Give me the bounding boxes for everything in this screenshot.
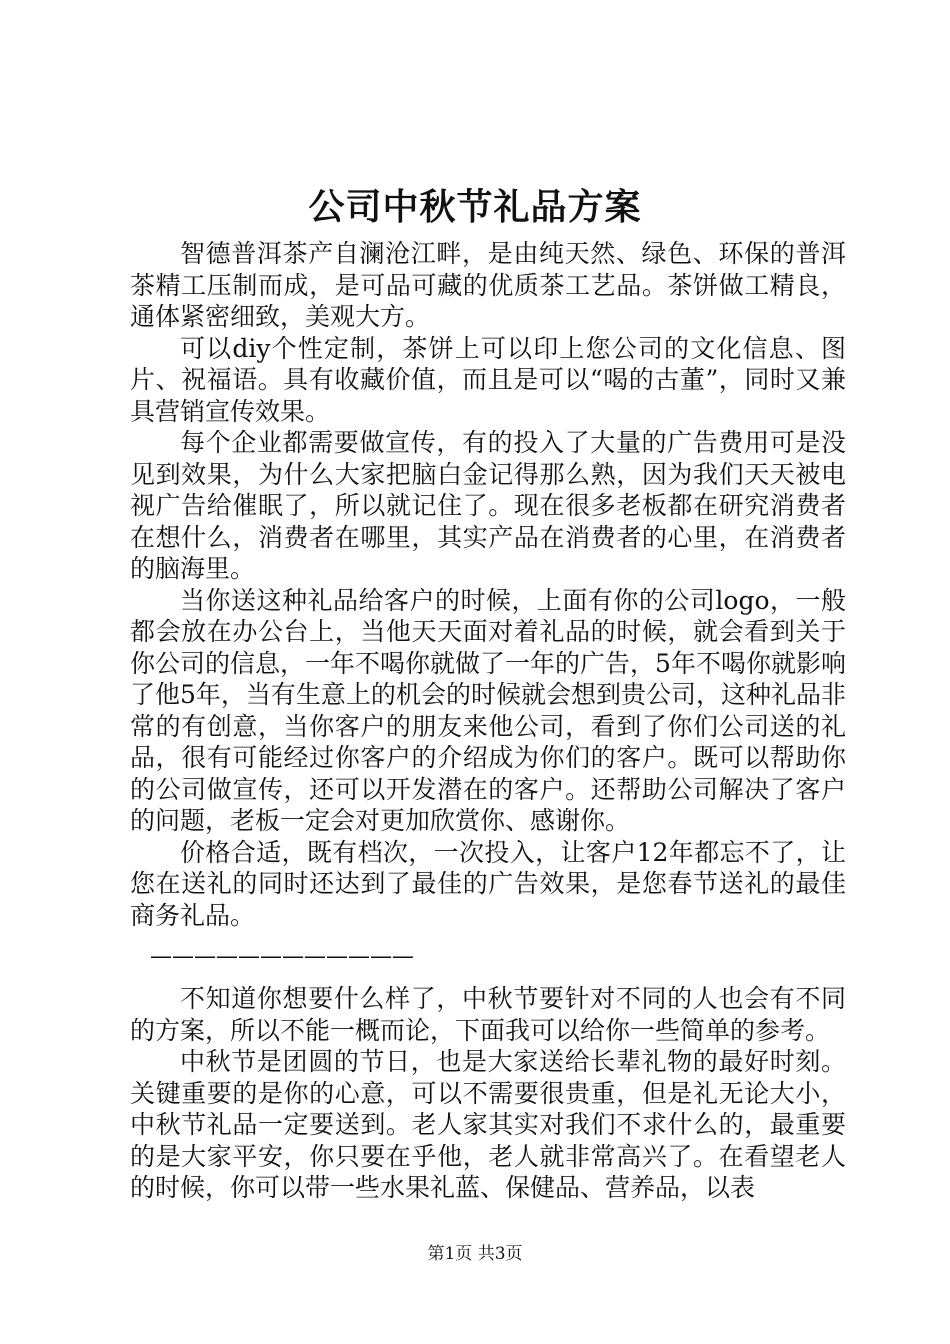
document-body	[130, 238, 846, 1204]
page-footer: 第1页 共3页	[427, 1244, 523, 1264]
document-title: 公司中秋节礼品方案	[308, 187, 642, 228]
paragraph: 可以diy个性定制，茶饼上可以印上您公司的文化信息、图片、祝福语。具有收藏价值，而且是可以“喝的古董”，同时又兼具营销宣传效果。	[130, 333, 846, 426]
section-separator: ————————————	[150, 944, 414, 969]
paragraph: 价格合适，既有档次，一次投入，让客户12年都忘不了，让您在送礼的同时还达到了最佳的广告效果，是您春节送礼的最佳商务礼品。	[130, 837, 846, 930]
paragraph: 当你送这种礼品给客户的时候，上面有你的公司logo，一般都会放在办公台上，当他天天面对着礼品的时候，就会看到关于你公司的信息，一年不喝你就做了一年的广告，5年不喝你就影响了他5年，当有生意上的机会的时候就会想到贵公司，这种礼品非常的有创意，当你客户的朋友来他公司，看到了你们公司送的礼品，很有可能经过你客户的介绍成为你们的客户。既可以帮助你的公司做宣传，还可以开发潜在的客户。还帮助公司解决了客户的问题，老板一定会对更加欣赏你、感谢你。	[130, 585, 846, 835]
paragraph: 中秋节是团圆的节日，也是大家送给长辈礼物的最好时刻。关键重要的是你的心意，可以不需要很贵重，但是礼无论大小，中秋节礼品一定要送到。老人家其实对我们不求什么的，最重要的是大家平安，你只要在乎他，老人就非常高兴了。在看望老人的时候，你可以带一些水果礼蓝、保健品、营养品，以表	[130, 1047, 846, 1202]
paragraph: 每个企业都需要做宣传，有的投入了大量的广告费用可是没见到效果，为什么大家把脑白金记得那么熟，因为我们天天被电视广告给催眠了，所以就记住了。现在很多老板都在研究消费者在想什么，消费者在哪里，其实产品在消费者的心里，在消费者的脑海里。	[130, 428, 846, 583]
paragraph: 智德普洱茶产自澜沧江畔，是由纯天然、绿色、环保的普洱茶精工压制而成，是可品可藏的优质茶工艺品。茶饼做工精良，通体紧密细致，美观大方。	[130, 239, 846, 331]
paragraph: 不知道你想要什么样了，中秋节要针对不同的人也会有不同的方案，所以不能一概而论，下面我可以给你一些简单的参考。	[130, 984, 846, 1045]
